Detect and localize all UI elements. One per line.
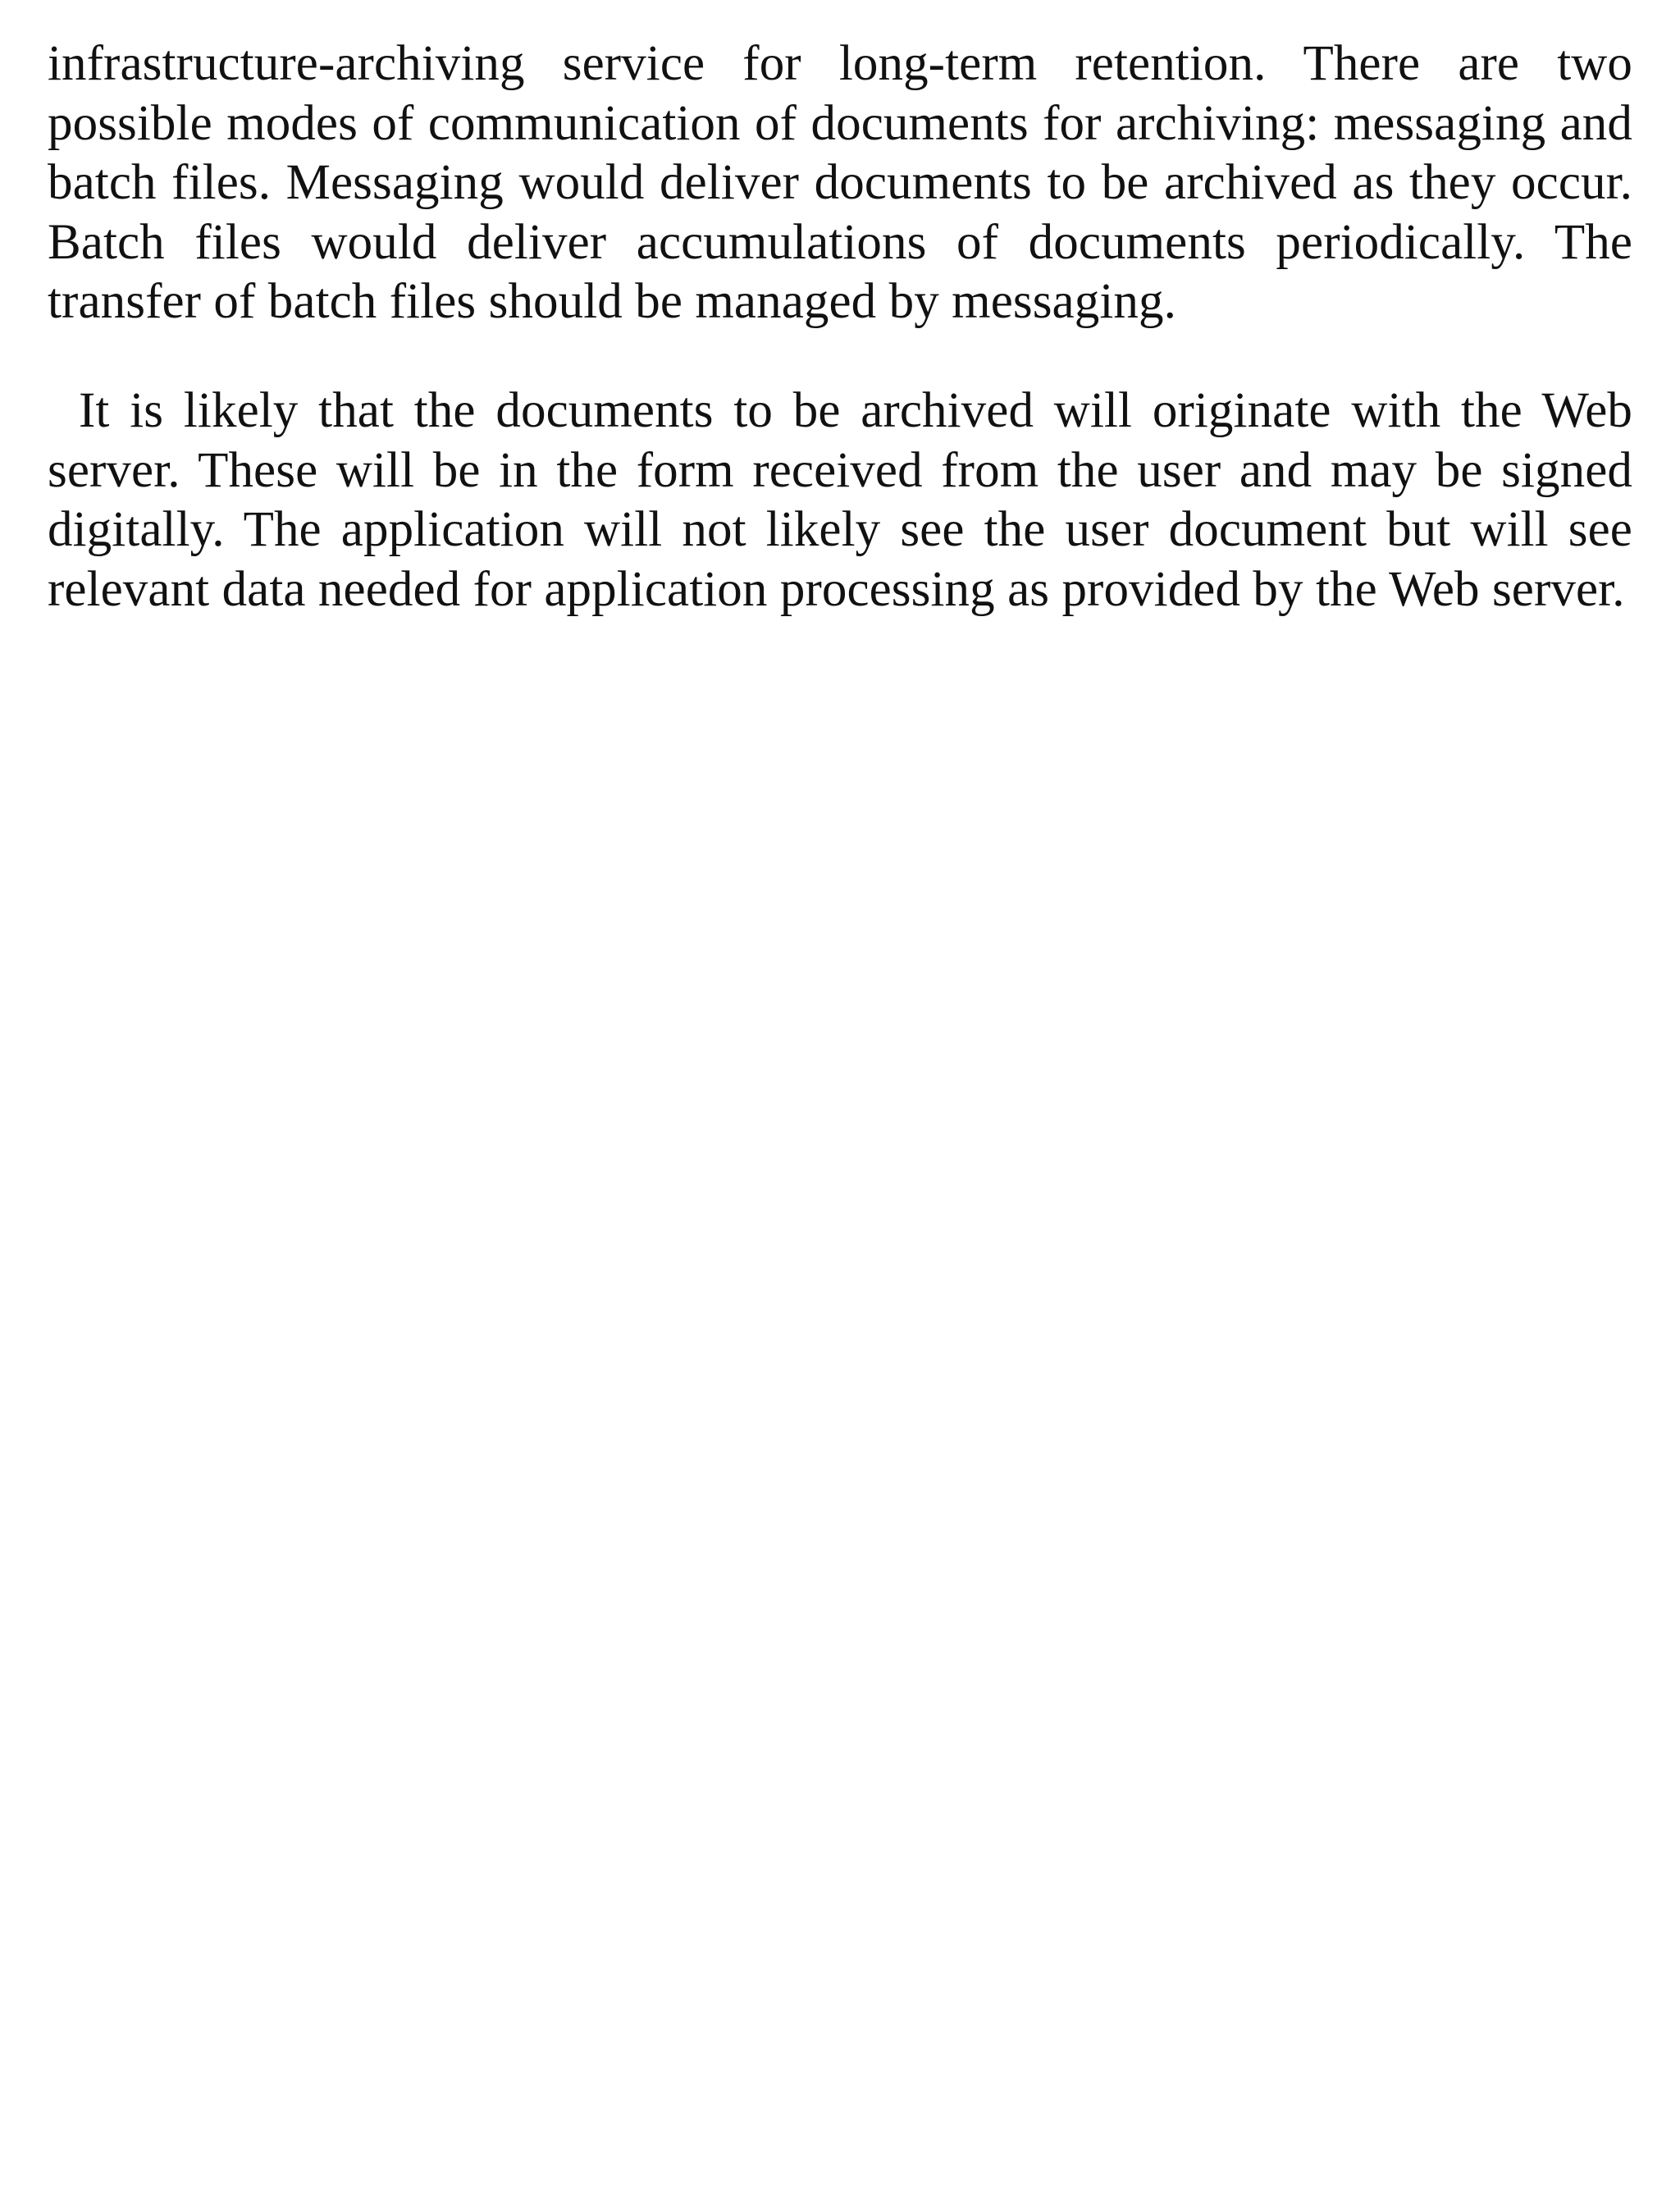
- body-paragraph-web-server-origin: It is likely that the documents to be archived will originate with the Web server. These will be in the form received from the user and may be signed digitally. The application will not likely see the user document but will see relevant data needed for application processing as provided by the Web server.: [48, 383, 1632, 617]
- body-paragraph-archiving-modes: infrastructure-archiving service for long-term retention. There are two possible modes of communication of documents for archiving: messaging and batch files. Messaging would deliver documents to be archived as they occur. Batch files would deliver accumulations of documents periodically. The transfer of batch files should be managed by messaging.: [48, 36, 1632, 329]
